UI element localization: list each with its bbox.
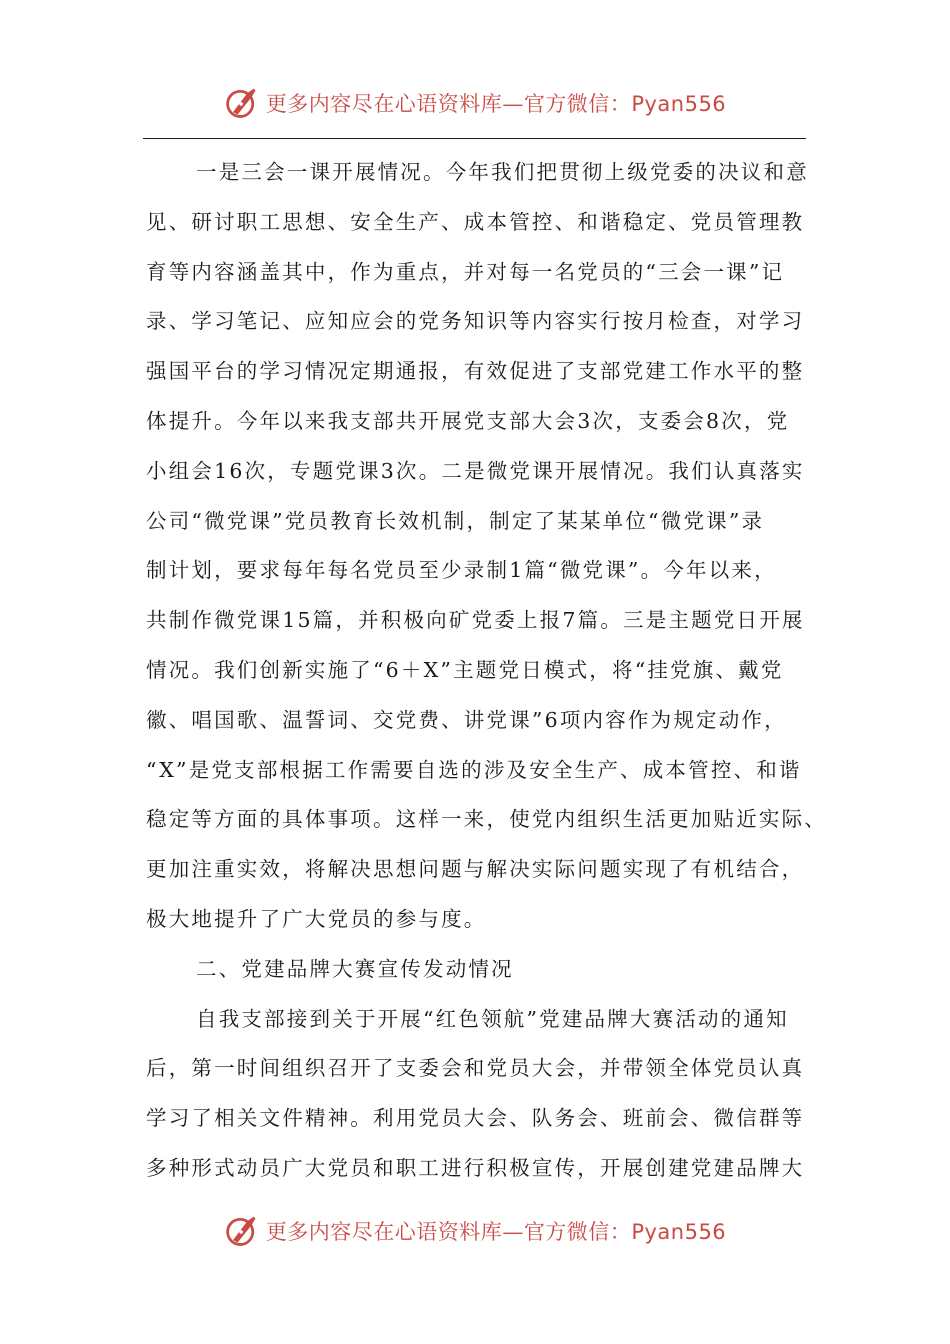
- body-line: 小组会16次，专题党课3次。二是微党课开展情况。我们认真落实: [146, 458, 805, 483]
- body-line: 育等内容涵盖其中，作为重点，并对每一名党员的“三会一课”记: [146, 259, 785, 284]
- body-line: 公司“微党课”党员教育长效机制，制定了某某单位“微党课”录: [146, 508, 765, 533]
- account-name: Pyan556: [631, 1220, 727, 1244]
- body-line: 多种形式动员广大党员和职工进行积极宣传，开展创建党建品牌大: [146, 1155, 805, 1180]
- footer-text: [266, 1216, 726, 1246]
- pen-nib-circle-icon: [224, 1213, 260, 1249]
- separator: —: [502, 92, 524, 116]
- body-line: 一是三会一课开展情况。今年我们把贯彻上级党委的决议和意: [196, 160, 809, 184]
- body-line: 情况。我们创新实施了“6＋X”主题党日模式，将“挂党旗、戴党: [146, 657, 784, 682]
- body-line: 后，第一时间组织召开了支委会和党员大会，并带领全体党员认真: [146, 1056, 805, 1081]
- footer-banner: [0, 1206, 950, 1256]
- body-line: 稳定等方面的具体事项。这样一来，使党内组织生活更加贴近实际、: [146, 807, 827, 832]
- official-label: 官方微信：: [523, 92, 632, 116]
- section-heading: 二、党建品牌大赛宣传发动情况: [196, 956, 514, 981]
- body-line: 徽、唱国歌、温誓词、交党费、讲党课”6项内容作为规定动作，: [146, 707, 787, 732]
- body-line: 共制作微党课15篇，并积极向矿党委上报7篇。三是主题党日开展: [146, 608, 805, 633]
- body-line: “X”是党支部根据工作需要自选的涉及安全生产、成本管控、和谐: [146, 757, 802, 782]
- brand-text: 更多内容尽在心语资料库: [265, 92, 503, 116]
- header-divider: [143, 138, 806, 139]
- brand-text: 更多内容尽在心语资料库: [265, 1220, 503, 1244]
- body-line: 录、学习笔记、应知应会的党务知识等内容实行按月检查，对学习: [146, 309, 805, 334]
- pen-nib-circle-icon: [224, 85, 260, 121]
- header-text: [266, 88, 726, 118]
- body-line: 体提升。今年以来我支部共开展党支部大会3次，支委会8次，党: [146, 408, 790, 433]
- header-banner: [0, 78, 950, 128]
- document-body: [146, 148, 827, 1194]
- body-line: 极大地提升了广大党员的参与度。: [146, 906, 487, 931]
- body-line: 自我支部接到关于开展“红色领航”党建品牌大赛活动的通知: [196, 1006, 789, 1031]
- separator: —: [502, 1220, 524, 1244]
- official-label: 官方微信：: [523, 1220, 632, 1244]
- body-line: 强国平台的学习情况定期通报，有效促进了支部党建工作水平的整: [146, 359, 805, 384]
- body-line: 制计划，要求每年每名党员至少录制1篇“微党课”。今年以来，: [146, 558, 777, 583]
- body-line: 更加注重实效，将解决思想问题与解决实际问题实现了有机结合，: [146, 857, 805, 882]
- account-name: Pyan556: [631, 92, 727, 116]
- body-line: 见、研讨职工思想、安全生产、成本管控、和谐稳定、党员管理教: [146, 209, 805, 234]
- body-line: 学习了相关文件精神。利用党员大会、队务会、班前会、微信群等: [146, 1106, 805, 1131]
